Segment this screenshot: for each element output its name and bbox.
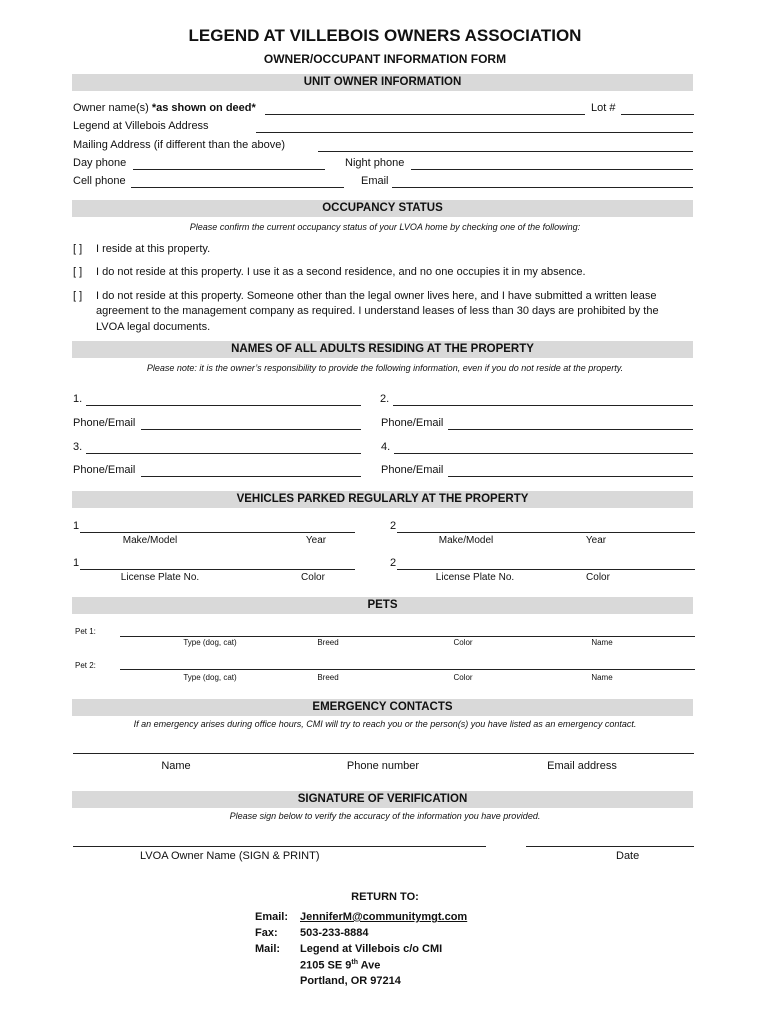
section-header-pets: PETS (72, 597, 693, 614)
emergency-name-caption: Name (161, 760, 191, 772)
return-email-label: Email: (255, 911, 289, 923)
adult-3-phone-label: Phone/Email (73, 464, 136, 476)
email-label: Email (361, 175, 389, 187)
option-second-residence: I do not reside at this property. I use it as a second residence, and no one occupies it in my absence. (96, 266, 586, 278)
form-subtitle: OWNER/OCCUPANT INFORMATION FORM (263, 52, 507, 66)
section-header-adults: NAMES OF ALL ADULTS RESIDING AT THE PROPERTY (72, 341, 693, 358)
emergency-email-caption: Email address (547, 760, 617, 772)
section-header-emergency: EMERGENCY CONTACTS (72, 699, 693, 716)
signature-note: Please sign below to verify the accuracy of the information you have provided. (229, 811, 541, 821)
option-leased-line3: LVOA legal documents. (96, 321, 211, 333)
night-phone-field[interactable] (411, 169, 693, 170)
adult-1-field[interactable] (86, 405, 361, 406)
pet-2-color-caption: Color (453, 673, 473, 682)
vehicle-1-make-caption: Make/Model (122, 535, 178, 546)
section-header-occupancy: OCCUPANCY STATUS (72, 200, 693, 217)
owner-names-field[interactable] (265, 114, 585, 115)
checkbox-second-residence[interactable]: [ ] (73, 266, 83, 278)
return-mail-line2: 2105 SE 9th Ave (300, 959, 381, 972)
form-title: LEGEND AT VILLEBOIS OWNERS ASSOCIATION (188, 26, 582, 45)
return-email-link[interactable]: JenniferM@communitymgt.com (300, 911, 468, 923)
adult-1-number: 1. (73, 393, 83, 405)
pet-1-color-caption: Color (453, 638, 473, 647)
section-header-vehicles: VEHICLES PARKED REGULARLY AT THE PROPERTY (72, 491, 693, 508)
adult-2-phone-field[interactable] (448, 429, 693, 430)
return-to-heading: RETURN TO: (351, 891, 419, 903)
checkbox-leased[interactable]: [ ] (73, 290, 83, 302)
adult-4-phone-label: Phone/Email (381, 464, 444, 476)
vehicle-2-color-caption: Color (586, 572, 610, 583)
pet-1-name-caption: Name (591, 638, 613, 647)
pet-2-name-caption: Name (591, 673, 613, 682)
return-fax-label: Fax: (255, 927, 278, 939)
address-label: Legend at Villebois Address (73, 120, 209, 132)
vehicle-1-year-caption: Year (305, 535, 327, 546)
mailing-field[interactable] (318, 151, 693, 152)
checkbox-reside[interactable]: [ ] (73, 243, 83, 255)
return-mail-label: Mail: (255, 943, 281, 955)
lot-label: Lot # (591, 102, 616, 114)
pet-1-field[interactable] (120, 636, 695, 637)
vehicle-1-plate-field[interactable] (80, 569, 355, 570)
return-fax-value: 503-233-8884 (300, 927, 369, 939)
pet-1-type-caption: Type (dog, cat) (183, 638, 237, 647)
vehicle-2-number: 2 (390, 520, 397, 532)
vehicle-2-make-caption: Make/Model (438, 535, 494, 546)
emergency-phone-caption: Phone number (346, 760, 420, 772)
option-reside: I reside at this property. (96, 243, 211, 255)
pet-1-label: Pet 1: (75, 627, 96, 636)
vehicle-1-plate-number: 1 (73, 557, 80, 569)
vehicle-1-plate-caption: License Plate No. (120, 572, 200, 583)
return-mail-line1: Legend at Villebois c/o CMI (300, 943, 443, 955)
pet-2-label: Pet 2: (75, 661, 96, 670)
adult-4-phone-field[interactable] (448, 476, 693, 477)
cell-phone-label: Cell phone (73, 175, 126, 187)
day-phone-label: Day phone (73, 157, 127, 169)
date-caption: Date (616, 850, 640, 862)
occupancy-note: Please confirm the current occupancy status of your LVOA home by checking one of the following: (189, 222, 581, 232)
owner-signature-caption: LVOA Owner Name (SIGN & PRINT) (140, 850, 320, 862)
pet-1-breed-caption: Breed (317, 638, 339, 647)
lot-field[interactable] (621, 114, 694, 115)
mailing-label: Mailing Address (if different than the above) (73, 139, 285, 151)
vehicle-2-plate-field[interactable] (397, 569, 695, 570)
pet-2-breed-caption: Breed (317, 673, 339, 682)
address-field[interactable] (256, 132, 693, 133)
option-leased-line2: agreement to the management company as required. I understand leases of less than 30 days are prohibited by the (96, 305, 659, 317)
adult-3-number: 3. (73, 441, 83, 453)
email-field[interactable] (392, 187, 693, 188)
pet-2-field[interactable] (120, 669, 695, 670)
adult-2-field[interactable] (393, 405, 693, 406)
vehicle-2-plate-number: 2 (390, 557, 397, 569)
owner-names-label: Owner name(s) *as shown on deed* (73, 102, 256, 114)
adult-4-field[interactable] (394, 453, 693, 454)
section-header-signature: SIGNATURE OF VERIFICATION (72, 791, 693, 808)
vehicle-2-year-caption: Year (585, 535, 607, 546)
vehicle-1-color-caption: Color (301, 572, 325, 583)
adult-4-number: 4. (381, 441, 391, 453)
adult-3-field[interactable] (86, 453, 361, 454)
adult-1-phone-label: Phone/Email (73, 417, 136, 429)
adult-3-phone-field[interactable] (141, 476, 361, 477)
section-header-owner: UNIT OWNER INFORMATION (72, 74, 693, 91)
day-phone-field[interactable] (133, 169, 325, 170)
adult-2-number: 2. (380, 393, 390, 405)
vehicle-2-plate-caption: License Plate No. (435, 572, 515, 583)
night-phone-label: Night phone (345, 157, 405, 169)
option-leased-line1: I do not reside at this property. Someone other than the legal owner lives here, and I have submitted a written lease (96, 290, 657, 302)
pet-2-type-caption: Type (dog, cat) (183, 673, 237, 682)
vehicle-1-make-field[interactable] (80, 532, 355, 533)
vehicle-2-make-field[interactable] (397, 532, 695, 533)
cell-phone-field[interactable] (131, 187, 344, 188)
emergency-note: If an emergency arises during office hours, CMI will try to reach you or the person(s) you have listed as an emergency contact. (133, 719, 637, 729)
emergency-contact-field[interactable] (73, 753, 694, 754)
adult-1-phone-field[interactable] (141, 429, 361, 430)
adults-note: Please note: it is the owner’s responsibility to provide the following information, even if you do not reside at the property. (146, 363, 624, 373)
owner-signature-field[interactable] (73, 846, 486, 847)
date-field[interactable] (526, 846, 694, 847)
return-mail-line3: Portland, OR 97214 (300, 975, 401, 987)
adult-2-phone-label: Phone/Email (381, 417, 444, 429)
vehicle-1-number: 1 (73, 520, 80, 532)
